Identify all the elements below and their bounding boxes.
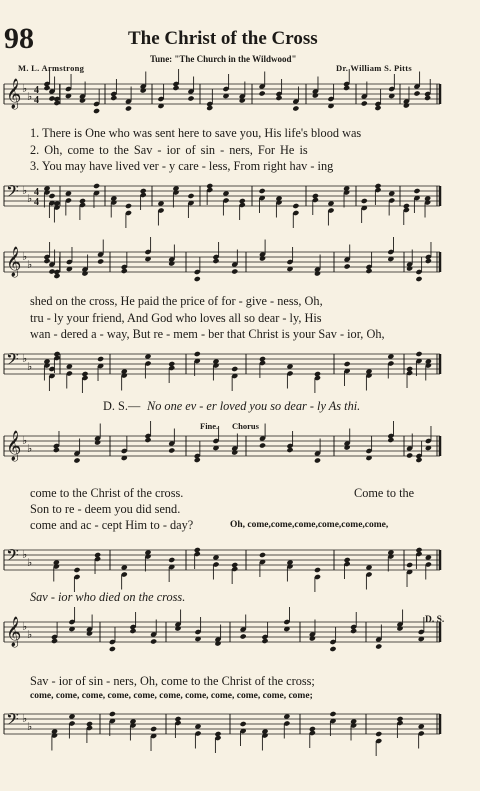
note-head — [206, 105, 213, 111]
note-head — [168, 447, 175, 453]
time-signature: 4 — [34, 95, 39, 106]
note-head — [344, 444, 351, 450]
flat-icon: ♭ — [27, 720, 33, 733]
flat-icon: ♭ — [22, 712, 28, 725]
verse2-line-s2: tru - ly your friend, And God who loves all so dear - ly, His — [30, 311, 322, 325]
note-head — [261, 638, 268, 644]
note-head — [86, 630, 93, 636]
note-head — [344, 361, 351, 367]
note-head — [150, 638, 157, 644]
note-head — [292, 105, 299, 111]
note-head — [314, 270, 321, 276]
note-head — [187, 95, 194, 101]
note-head — [194, 276, 201, 282]
verse1-line-s1: 1. There is One who was sent here to save you, His life's blood was — [30, 126, 362, 140]
note-head — [374, 105, 381, 111]
chorus-marking: Chorus — [232, 421, 259, 431]
note-head — [214, 640, 221, 646]
verse3-line-s3: come and ac - cept Him to - day? — [30, 518, 194, 532]
note-head — [312, 92, 319, 98]
note-head — [259, 552, 266, 558]
verse2-line-s3: Son to re - deem you did send. — [30, 502, 181, 516]
note-head — [259, 442, 266, 448]
note-head — [172, 85, 179, 91]
note-head — [413, 188, 420, 194]
note-head — [53, 447, 60, 453]
note-head — [361, 198, 368, 204]
note-head — [259, 90, 266, 96]
chorus-echo-s4: come, come, come, come, come, come, come, come, come, come, come; — [30, 691, 313, 701]
note-head — [240, 633, 247, 639]
bass-text-s3: Sav - ior who died on the cross. — [30, 590, 186, 604]
flat-icon: ♭ — [22, 352, 28, 365]
note-head — [194, 351, 201, 357]
flat-icon: ♭ — [27, 90, 33, 103]
note-head — [109, 646, 116, 652]
author-name: M. L. Armstrong — [18, 63, 85, 73]
note-head — [73, 457, 80, 463]
note-head — [239, 97, 246, 103]
note-head — [73, 567, 80, 573]
note-head — [343, 85, 350, 91]
time-signature: 4 — [34, 197, 39, 208]
note-head — [140, 87, 147, 93]
note-head — [109, 711, 116, 717]
verse1-line-s3a: come to the Christ of the cross. — [30, 486, 184, 500]
note-head — [168, 260, 175, 266]
note-head — [121, 268, 128, 274]
note-head — [329, 711, 336, 717]
note-head — [406, 452, 413, 458]
flat-icon: ♭ — [22, 250, 28, 263]
bass-clef-icon: 𝄢 — [6, 349, 19, 373]
note-head — [406, 265, 413, 271]
note-head — [286, 447, 293, 453]
ds-text: No one ev - er loved you so dear - ly As thi. — [147, 399, 361, 413]
note-head — [168, 557, 175, 563]
chorus-line-s4: Sav - ior of sin - ners, Oh, come to the Christ of the cross; — [30, 674, 315, 688]
note-head — [231, 366, 238, 372]
note-head — [375, 731, 382, 737]
note-head — [53, 273, 60, 279]
note-head — [240, 721, 247, 727]
note-head — [415, 457, 422, 463]
fine-marking: Fine. — [200, 421, 219, 431]
note-head — [144, 437, 151, 443]
composer-name: Dr. William S. Pitts — [336, 63, 412, 73]
note-head — [314, 457, 321, 463]
note-head — [424, 95, 431, 101]
note-head — [361, 100, 368, 106]
flat-icon: ♭ — [27, 442, 33, 455]
note-head — [259, 188, 266, 194]
note-head — [425, 258, 432, 264]
note-head — [43, 258, 50, 264]
flat-icon: ♭ — [22, 548, 28, 561]
flat-icon: ♭ — [27, 556, 33, 569]
note-head — [129, 628, 136, 634]
treble-clef-icon: 𝄞 — [6, 431, 22, 461]
time-signature: 4 — [34, 187, 39, 198]
note-head — [212, 258, 219, 264]
flat-icon: ♭ — [22, 184, 28, 197]
note-head — [375, 643, 382, 649]
note-head — [125, 105, 132, 111]
flat-icon: ♭ — [22, 434, 28, 447]
flat-icon: ♭ — [22, 82, 28, 95]
verse2-line-s1: 2. Oh, come to the Sav - ior of sin - ners, For He is — [30, 143, 308, 157]
hymn-number: 98 — [4, 22, 34, 55]
note-head — [415, 276, 422, 282]
note-head — [97, 258, 104, 264]
note-head — [292, 203, 299, 209]
flat-icon: ♭ — [27, 360, 33, 373]
ds-label: D. S.— — [103, 399, 141, 413]
note-head — [125, 203, 132, 209]
note-head — [314, 567, 321, 573]
flat-icon: ♭ — [27, 258, 33, 271]
note-head — [396, 625, 403, 631]
note-head — [51, 638, 58, 644]
verse3-line-s1: 3. You may have lived ver - y care - less, From right hav - ing — [30, 159, 334, 173]
note-head — [365, 268, 372, 274]
note-head — [231, 449, 238, 455]
note-head — [43, 85, 50, 91]
note-head — [97, 356, 104, 362]
note-head — [344, 263, 351, 269]
note-head — [93, 183, 100, 189]
treble-clef-icon: 𝄞 — [6, 617, 22, 647]
chorus-echo-s3: Oh, come,come,come,come,come,come, — [230, 520, 389, 530]
bass-clef-icon: 𝄢 — [6, 181, 19, 205]
note-head — [406, 562, 413, 568]
note-head — [93, 108, 100, 114]
note-head — [174, 625, 181, 631]
note-head — [259, 255, 266, 261]
bass-clef-icon: 𝄢 — [6, 709, 19, 733]
note-head — [94, 439, 101, 445]
note-head — [329, 646, 336, 652]
note-head — [275, 95, 282, 101]
note-head — [309, 635, 316, 641]
note-head — [350, 628, 357, 634]
flat-icon: ♭ — [22, 620, 28, 633]
note-head — [150, 726, 157, 732]
tune-name: Tune: "The Church in the Wildwood" — [150, 54, 297, 64]
note-head — [387, 437, 394, 443]
note-head — [403, 102, 410, 108]
verse3-line-s2: wan - dered a - way, But re - mem - ber that Christ is your Sav - ior, Oh, — [30, 327, 385, 341]
note-head — [187, 193, 194, 199]
time-signature: 4 — [34, 85, 39, 96]
hymn-title: The Christ of the Cross — [128, 28, 318, 49]
note-head — [79, 97, 86, 103]
treble-clef-icon: 𝄞 — [6, 79, 22, 109]
bass-clef-icon: 𝄢 — [6, 545, 19, 569]
note-head — [110, 95, 117, 101]
note-head — [81, 270, 88, 276]
verse1-line-s2: shed on the cross, He paid the price of for - give - ness, Oh, — [30, 294, 323, 308]
flat-icon: ♭ — [27, 628, 33, 641]
flat-icon: ♭ — [27, 192, 33, 205]
note-head — [48, 193, 55, 199]
note-head — [413, 90, 420, 96]
ds-end-marking: D. S. — [425, 615, 445, 625]
treble-clef-icon: 𝄞 — [6, 247, 22, 277]
note-head — [415, 351, 422, 357]
chorus-line-s3: Come to the — [354, 486, 415, 500]
note-head — [231, 268, 238, 274]
note-head — [194, 457, 201, 463]
